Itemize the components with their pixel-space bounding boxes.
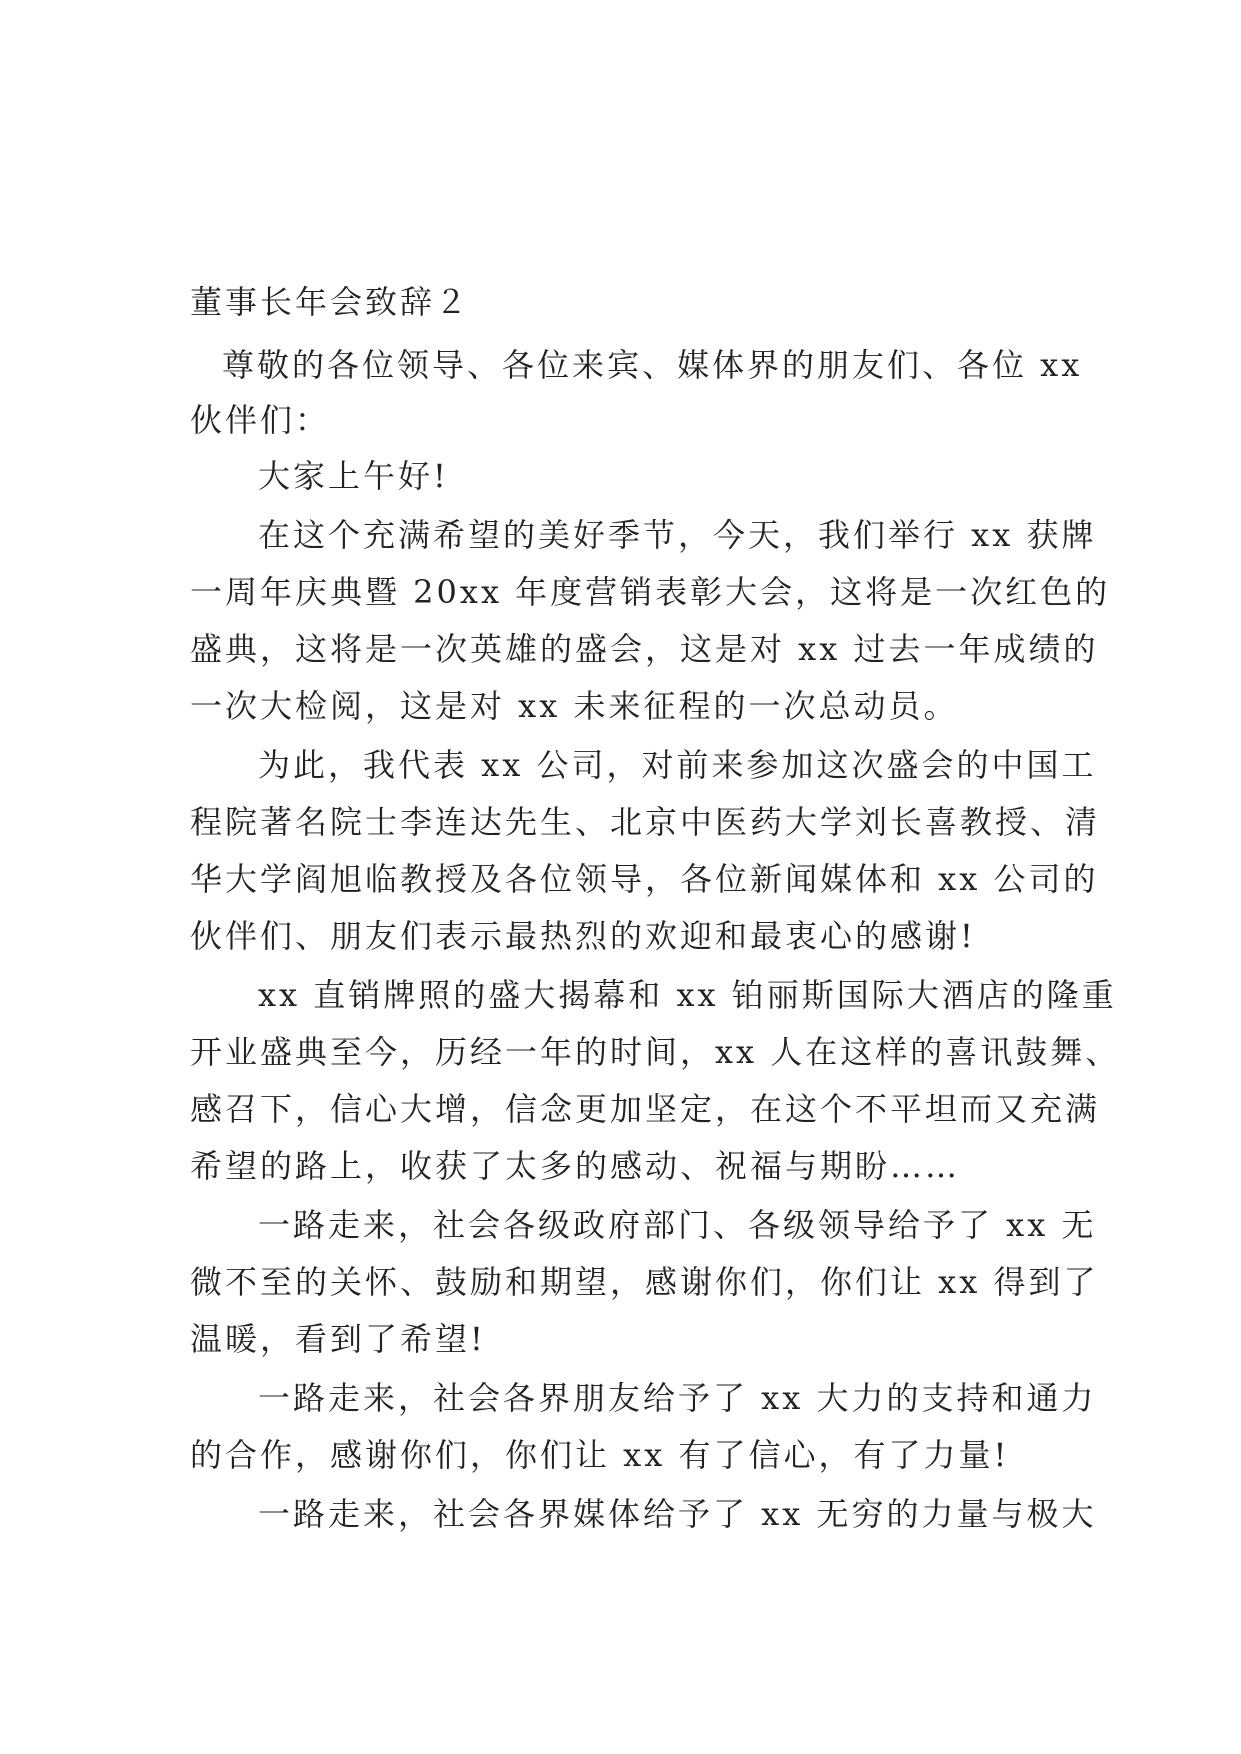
text-line: 程院著名院士李连达先生、北京中医药大学刘长喜教授、清 (190, 803, 1101, 841)
text-line: 伙伴们： (190, 401, 331, 439)
text-line: 温暖，看到了希望! (190, 1320, 486, 1358)
text-line: 大家上午好! (258, 457, 449, 495)
text-line: 的合作，感谢你们，你们让 xx 有了信心，有了力量! (190, 1436, 1010, 1474)
text-line: 开业盛典至今，历经一年的时间，xx 人在这样的喜讯鼓舞、 (190, 1033, 1121, 1071)
text-line: 伙伴们、朋友们表示最热烈的欢迎和最衷心的感谢! (190, 917, 976, 955)
text-line: 盛典，这将是一次英雄的盛会，这是对 xx 过去一年成绩的 (190, 630, 1099, 668)
text-line: 感召下，信心大增，信念更加坚定，在这个不平坦而又充满 (190, 1090, 1101, 1128)
text-line: 一路走来，社会各界朋友给予了 xx 大力的支持和通力 (258, 1379, 1097, 1417)
text-line: 微不至的关怀、鼓励和期望，感谢你们，你们让 xx 得到了 (190, 1263, 1099, 1301)
text-line: 为此，我代表 xx 公司，对前来参加这次盛会的中国工 (258, 746, 1097, 784)
text-line: 一周年庆典暨 20xx 年度营销表彰大会，这将是一次红色的 (190, 573, 1111, 611)
text-line: xx 直销牌照的盛大揭幕和 xx 铂丽斯国际大酒店的隆重 (258, 976, 1117, 1014)
text-line: 一次大检阅，这是对 xx 未来征程的一次总动员。 (190, 687, 959, 725)
document-title: 董事长年会致辞２ (190, 283, 471, 321)
text-line: 一路走来，社会各界媒体给予了 xx 无穷的力量与极大 (258, 1495, 1097, 1533)
text-line: 希望的路上，收获了太多的感动、祝福与期盼…… (190, 1147, 961, 1185)
text-line: 一路走来，社会各级政府部门、各级领导给予了 xx 无 (258, 1206, 1097, 1244)
text-line: 尊敬的各位领导、各位来宾、媒体界的朋友们、各位 xx (222, 346, 1083, 384)
text-line: 在这个充满希望的美好季节，今天，我们举行 xx 获牌 (258, 516, 1097, 554)
text-line: 华大学阎旭临教授及各位领导，各位新闻媒体和 xx 公司的 (190, 860, 1099, 898)
